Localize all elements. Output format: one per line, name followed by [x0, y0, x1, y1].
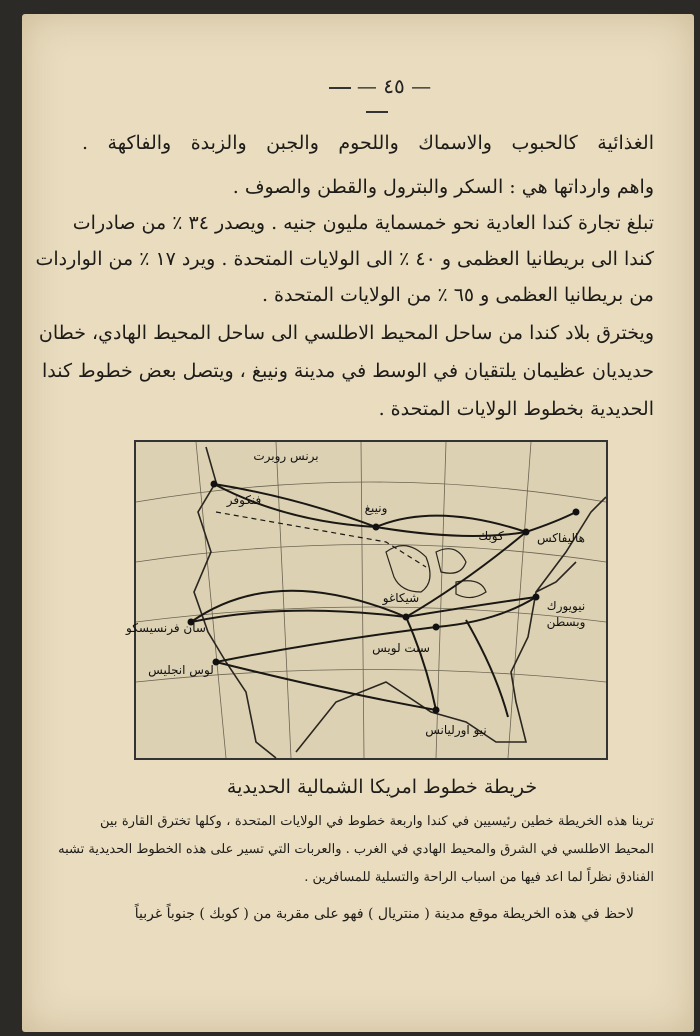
- railway-map-drawing: [126, 442, 606, 758]
- city-dot: [533, 594, 540, 601]
- map-label-quebec: كوبك: [478, 529, 504, 543]
- map-label-san-francisco: سان فرنسيسكو: [126, 621, 206, 635]
- map-label-los-angeles: لوس انجليس: [148, 663, 214, 677]
- map-label-st-louis: سنت لويس: [372, 641, 430, 655]
- note-line: المحيط الاطلسي في الشرق والمحيط الهادي في الغرب . والعربات التي تسير على هذه الخطوط الحديدية تشبه: [58, 842, 654, 857]
- map-label-winnipeg: ونيبغ: [364, 501, 388, 515]
- map-label-chicago: شيكاغو: [382, 591, 420, 605]
- paragraph-line: الحديدية بخطوط الولايات المتحدة .: [378, 398, 654, 420]
- map-label-vancouver: فنكوفر: [226, 493, 262, 507]
- map-label-new-orleans: نيو اورليانس: [425, 723, 487, 737]
- note-line: لاحظ في هذه الخريطة موقع مدينة ( منتريال ) فهو على مقربة من ( كوبك ) جنوباً غربياً: [134, 906, 634, 922]
- great-lakes: [386, 546, 486, 598]
- map-label-halifax: هاليفاكس: [537, 531, 585, 545]
- note-line: الفنادق نظراً لما اعد فيها من اسباب الراحة والتسلية للمسافرين .: [304, 870, 654, 885]
- book-page: [22, 14, 694, 1032]
- city-dot: [573, 509, 580, 516]
- city-dot: [433, 624, 440, 631]
- paragraph-line: تبلغ تجارة كندا العادية نحو خمسماية مليون جنيه . ويصدر ٣٤ ٪ من صادرات: [72, 212, 654, 234]
- city-dot: [373, 524, 380, 531]
- map-label-boston: وبسطن: [546, 615, 586, 629]
- city-dot: [403, 614, 410, 621]
- note-line: ترينا هذه الخريطة خطين رئيسيين في كندا واربعة خطوط في الولايات المتحدة ، وكلها تخترق القارة بين: [100, 814, 654, 829]
- page-number: — ٤٥ —: [322, 74, 432, 122]
- city-dot: [211, 481, 218, 488]
- map-label-prince-rupert: برنس روبرت: [253, 449, 319, 463]
- map-label-new-york: نيويورك: [546, 599, 586, 613]
- paragraph-line: واهم وارداتها هي : السكر والبترول والقطن والصوف .: [232, 176, 654, 198]
- city-dot: [523, 529, 530, 536]
- city-dot: [433, 707, 440, 714]
- paragraph-line: كندا الى بريطانيا العظمى و ٤٠ ٪ الى الولايات المتحدة . ويرد ١٧ ٪ من الواردات: [35, 248, 654, 270]
- paragraph-line: حديديان عظيمان يلتقيان في الوسط في مدينة ونيبغ ، ويتصل بعض خطوط كندا: [41, 360, 654, 382]
- map-caption: خريطة خطوط امريكا الشمالية الحديدية: [226, 776, 538, 798]
- paragraph-line: من بريطانيا العظمى و ٦٥ ٪ من الولايات المتحدة .: [261, 284, 654, 306]
- paragraph-line: ويخترق بلاد كندا من ساحل المحيط الاطلسي الى ساحل المحيط الهادي، خطان: [38, 322, 654, 344]
- paragraph-line: الغذائية كالحبوب والاسماك واللحوم والجبن والزبدة والفاكهة .: [82, 132, 654, 154]
- railway-map: [126, 440, 608, 760]
